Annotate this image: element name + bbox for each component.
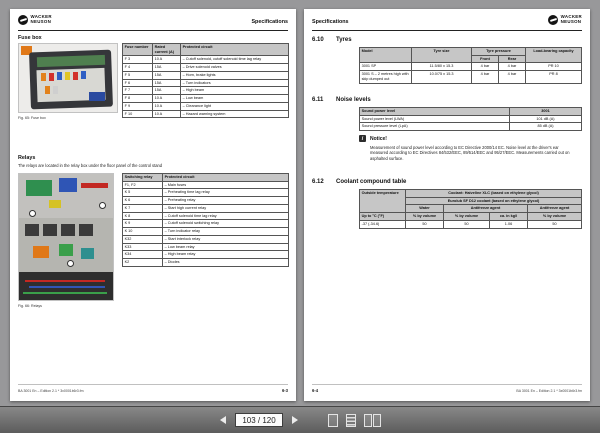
coolant-table xyxy=(359,189,582,229)
relay-id-cell: K 5 xyxy=(123,189,163,197)
photo-relay-teal xyxy=(81,248,94,259)
photo-cable-blue xyxy=(29,286,105,288)
photo-fuse-red2 xyxy=(73,72,78,80)
front-pressure-cell: 4 bar xyxy=(472,71,499,83)
pdf-toolbar xyxy=(0,406,600,433)
noise-table-row xyxy=(360,115,582,123)
up-to-header: Up to °C (°F) xyxy=(360,213,406,221)
photo-socket-3 xyxy=(61,224,75,236)
protected-circuit-cell: – Low beam xyxy=(181,95,289,103)
page-number: 6-4 xyxy=(312,388,319,393)
noise-model-col-header: 3001 xyxy=(510,108,582,116)
rated-current-cell: 10 A xyxy=(153,102,181,110)
next-page-icon xyxy=(292,416,298,424)
photo-fuse-blue xyxy=(57,72,62,80)
relay-circuit-cell: – Diodes xyxy=(163,259,289,267)
protected-circuit-cell: – Drive solenoid valves xyxy=(181,64,289,72)
noise-value-cell: 101 dB (A) xyxy=(510,115,582,123)
relay-table-row xyxy=(123,204,289,212)
fuse-number-cell: F 10 xyxy=(123,110,153,118)
continuous-view-icon[interactable] xyxy=(346,414,356,427)
relay-table-row xyxy=(123,235,289,243)
relay-table-header-row xyxy=(123,174,289,182)
rated-current-cell: 10 A xyxy=(153,110,181,118)
coolant-header-row-1 xyxy=(360,190,582,198)
relay-table-row xyxy=(123,251,289,259)
antifreeze-vol-header: % by volume xyxy=(444,213,490,221)
footer-rule xyxy=(18,384,288,385)
fuse-table-row xyxy=(123,71,289,79)
model-cell: 3001 SP xyxy=(360,63,412,71)
fuse-col-header: Fuse number xyxy=(123,44,153,56)
fuse-table-row xyxy=(123,87,289,95)
header-section-title: Specifications xyxy=(312,19,349,25)
relays-intro-text: The relays are located in the relay box under the floor panel of the control stand xyxy=(18,163,163,168)
relay-circuit-cell: – Start high current relay xyxy=(163,204,289,212)
relay-circuit-cell: – Preheating time lag relay xyxy=(163,189,289,197)
previous-page-icon xyxy=(220,416,226,424)
tyres-header-row-1 xyxy=(360,48,582,56)
relay-id-cell: K 10 xyxy=(123,228,163,236)
antifreeze2-col-header: Antifreeze agent xyxy=(528,205,582,213)
photo-callout-3 xyxy=(99,202,106,209)
relay-id-cell: K 9 xyxy=(123,220,163,228)
relay-box-photo xyxy=(18,173,114,301)
coolant-brand2-header: Eurolub SF D12 coolant (based on ethylene glycol) xyxy=(406,197,582,205)
photo-fuse-orange xyxy=(41,73,46,81)
water-vol-header: % by volume xyxy=(406,213,444,221)
relay-id-cell: F1, F2 xyxy=(123,181,163,189)
relay-table-row xyxy=(123,212,289,220)
noise-heading: Noise levels xyxy=(336,97,371,103)
tyres-heading-number: 6.10 xyxy=(312,37,324,43)
tyres-heading: Tyres xyxy=(336,37,352,43)
photo-fuse-orange2 xyxy=(45,86,50,94)
fuse-table-row xyxy=(123,102,289,110)
tyre-size-col-header: Tyre size xyxy=(412,48,472,63)
header-rule xyxy=(312,30,582,31)
photo-callout-1 xyxy=(29,210,36,217)
photo-relay-green2 xyxy=(59,244,73,256)
photo-relay-yellow xyxy=(49,200,61,208)
photo-relay-green xyxy=(26,180,52,196)
coolant-heading: Coolant compound table xyxy=(336,179,407,185)
protected-circuit-cell: – Turn indicators xyxy=(181,79,289,87)
coolant-data-row xyxy=(360,220,582,228)
header-section-title: Specifications xyxy=(251,19,288,25)
tyres-table-row xyxy=(360,63,582,71)
outside-temp-col-header: Outside temperature xyxy=(360,190,406,213)
antifreeze2-vol-header: % by volume xyxy=(528,213,582,221)
front-col-header: Front xyxy=(472,55,499,63)
document-page-right xyxy=(304,9,590,401)
rated-current-cell: 10 A xyxy=(153,95,181,103)
tyre-size-cell: 11.5/80 x 15.3 xyxy=(412,63,472,71)
wacker-neuson-logo xyxy=(18,15,52,25)
photo-relay-blue xyxy=(59,178,77,192)
relay-id-cell: K34 xyxy=(123,251,163,259)
relay-id-cell: K 7 xyxy=(123,204,163,212)
temp-value-cell: -37 (-34.6) xyxy=(360,220,406,228)
antifreeze-kg-cell: 1.06 xyxy=(490,220,528,228)
notice-title: Notice! xyxy=(370,136,387,142)
photo-socket-1 xyxy=(25,224,39,236)
page-indicator-input[interactable]: 103 / 120 xyxy=(235,413,282,427)
coolant-notes xyxy=(359,237,581,239)
water-col-header: Water xyxy=(406,205,444,213)
fuse-box-fig-caption: Fig. 65: Fuse box xyxy=(18,116,46,120)
photo-callout-2 xyxy=(67,260,74,267)
fuse-table xyxy=(122,43,289,118)
relays-heading: Relays xyxy=(18,155,36,161)
rated-current-cell: 15A xyxy=(153,71,181,79)
relay-circuit-cell: – Preheating relay xyxy=(163,197,289,205)
circuit-col-header: Protected circuit xyxy=(181,44,289,56)
fuse-number-cell: F 7 xyxy=(123,87,153,95)
relay-id-cell: K33 xyxy=(123,243,163,251)
fuse-table-row xyxy=(123,79,289,87)
rated-current-cell: 15A xyxy=(153,79,181,87)
fuse-table-row xyxy=(123,64,289,72)
relay-circuit-cell: – High beam relay xyxy=(163,251,289,259)
rated-current-cell: 15A xyxy=(153,64,181,72)
photo-fuse-blue2 xyxy=(81,71,86,79)
relay-table-row xyxy=(123,259,289,267)
wacker-neuson-logo-icon xyxy=(548,15,558,25)
capacity-cell: PR 8 xyxy=(526,71,582,83)
photo-cable-red xyxy=(25,280,105,282)
fuse-box-photo xyxy=(18,43,118,113)
noise-value-cell: 85 dB (A) xyxy=(510,123,582,131)
antifreeze-vol-cell: 50 xyxy=(444,220,490,228)
notice-text: Measurement of sound power level according to EC Directive 2000/14 EC. Noise level at the driver's ear measured according to EC Directives 84/532/EEC, 89/514/EEC and 95/27/EEC. Measurements carried out on asphalted surface. xyxy=(370,145,570,161)
tyres-table xyxy=(359,47,582,84)
tyre-pressure-col-header: Tyre pressure xyxy=(472,48,526,56)
brand-line2: NEUSON xyxy=(30,19,52,24)
rated-current-cell: 10 A xyxy=(153,56,181,64)
protected-circuit-cell: – Cutoff solenoid, cutoff solenoid time lag relay xyxy=(181,56,289,64)
wacker-neuson-logo-icon xyxy=(18,15,28,25)
noise-label-cell: Sound pressure level (LpA) xyxy=(360,123,510,131)
two-page-view-icon[interactable] xyxy=(364,414,382,427)
relay-id-cell: K 6 xyxy=(123,197,163,205)
antifreeze-col-header: Antifreeze agent xyxy=(444,205,528,213)
photo-fuse-yellow xyxy=(65,72,70,80)
photo-fuse-red xyxy=(49,73,54,81)
photo-cable-green xyxy=(23,292,107,294)
protected-circuit-cell: – High beam xyxy=(181,87,289,95)
coolant-heading-number: 6.12 xyxy=(312,179,324,185)
noise-heading-number: 6.11 xyxy=(312,97,324,103)
fuse-number-cell: F 8 xyxy=(123,95,153,103)
fuse-number-cell: F 9 xyxy=(123,102,153,110)
protected-circuit-cell: – Clearance light xyxy=(181,102,289,110)
brand-line2: NEUSON xyxy=(560,19,582,24)
relay-circuit-cell: – Main fuses xyxy=(163,181,289,189)
next-page-button[interactable] xyxy=(290,414,300,426)
rear-pressure-cell: 4 bar xyxy=(499,63,526,71)
relay-circuit-cell: – Cutoff solenoid switching relay xyxy=(163,220,289,228)
rated-current-cell: 15A xyxy=(153,87,181,95)
water-value-cell: 50 xyxy=(406,220,444,228)
capacity-cell: PR 10 xyxy=(526,63,582,71)
photo-blue-connector xyxy=(89,92,105,101)
rear-pressure-cell: 4 bar xyxy=(499,71,526,83)
document-page-left xyxy=(10,9,296,401)
relay-table-row xyxy=(123,197,289,205)
noise-header-row xyxy=(360,108,582,116)
antifreeze2-vol-cell: 50 xyxy=(528,220,582,228)
fuse-table-row xyxy=(123,95,289,103)
fuse-box-heading: Fuse box xyxy=(18,35,42,41)
photo-wire-red xyxy=(81,183,108,188)
noise-label-cell: Sound power level (LWA) xyxy=(360,115,510,123)
fuse-table-header-row xyxy=(123,44,289,56)
wacker-neuson-logo-text xyxy=(31,15,52,25)
relay-circuit-cell: – Start interlock relay xyxy=(163,235,289,243)
relay-table-row xyxy=(123,189,289,197)
front-pressure-cell: 4 bar xyxy=(472,63,499,71)
footer-rule xyxy=(312,384,582,385)
fuse-table-row xyxy=(123,56,289,64)
view-mode-controls xyxy=(328,414,382,427)
wacker-neuson-logo-text xyxy=(561,15,582,25)
relay-circuit-col-header: Protected circuit xyxy=(163,174,289,182)
coolant-brand1-header: Coolant: Haiveline XLC (based on ethylene glycol) xyxy=(406,190,582,198)
relay-col-header: Switching relay xyxy=(123,174,163,182)
tyre-size-cell: 10.0/75 x 15.3 xyxy=(412,71,472,83)
coolant-header-row-4 xyxy=(360,213,582,221)
current-col-header: Rated current (A) xyxy=(153,44,181,56)
relay-circuit-cell: – Cutoff solenoid time lag relay xyxy=(163,212,289,220)
relay-table-row xyxy=(123,228,289,236)
relay-id-cell: K2 xyxy=(123,259,163,267)
relay-id-cell: K32 xyxy=(123,235,163,243)
fuse-number-cell: F 3 xyxy=(123,56,153,64)
relay-table xyxy=(122,173,289,267)
model-col-header: Model xyxy=(360,48,412,63)
noise-table xyxy=(359,107,582,131)
brand-line1: WACKER xyxy=(560,14,582,20)
previous-page-button[interactable] xyxy=(218,414,228,426)
page-number: 6-3 xyxy=(281,388,288,393)
protected-circuit-cell: – Hazard warning system xyxy=(181,110,289,118)
photo-socket-2 xyxy=(43,224,57,236)
relay-table-row xyxy=(123,181,289,189)
protected-circuit-cell: – Horn, brake lights xyxy=(181,71,289,79)
page-navigation xyxy=(218,413,299,427)
photo-fuse-white xyxy=(53,86,58,94)
single-page-view-icon[interactable] xyxy=(328,414,338,427)
fuse-table-row xyxy=(123,110,289,118)
relay-id-cell: K 8 xyxy=(123,212,163,220)
model-cell: 3001 S – 2 metres high with skip dumped out xyxy=(360,71,412,83)
antifreeze-kg-header: ca. in kg/l xyxy=(490,213,528,221)
rear-col-header: Rear xyxy=(499,55,526,63)
fuse-number-cell: F 6 xyxy=(123,79,153,87)
notice-icon: i xyxy=(359,135,366,142)
noise-table-row xyxy=(360,123,582,131)
photo-relay-orange xyxy=(33,246,49,258)
brand-line1: WACKER xyxy=(30,14,52,20)
relay-table-row xyxy=(123,243,289,251)
footer-document-id: BA 3001 En – Edition 2.1 * 3x0001b6r3.fm xyxy=(18,389,84,393)
noise-label-col-header: Sound power level xyxy=(360,108,510,116)
fuse-number-cell: F 4 xyxy=(123,64,153,72)
relays-fig-caption: Fig. 66: Relays xyxy=(18,304,42,308)
wacker-neuson-logo xyxy=(548,15,582,25)
relay-circuit-cell: – Low beam relay xyxy=(163,243,289,251)
photo-socket-4 xyxy=(79,224,93,236)
tyres-table-row xyxy=(360,71,582,83)
relay-table-row xyxy=(123,220,289,228)
capacity-col-header: Load-bearing capacity xyxy=(526,48,582,63)
footer-document-id: BA 3001 En – Edition 2.1 * 3x0001b6r3.fm xyxy=(516,389,582,393)
fuse-number-cell: F 5 xyxy=(123,71,153,79)
relay-circuit-cell: – Turn indicator relay xyxy=(163,228,289,236)
header-rule xyxy=(18,30,288,31)
